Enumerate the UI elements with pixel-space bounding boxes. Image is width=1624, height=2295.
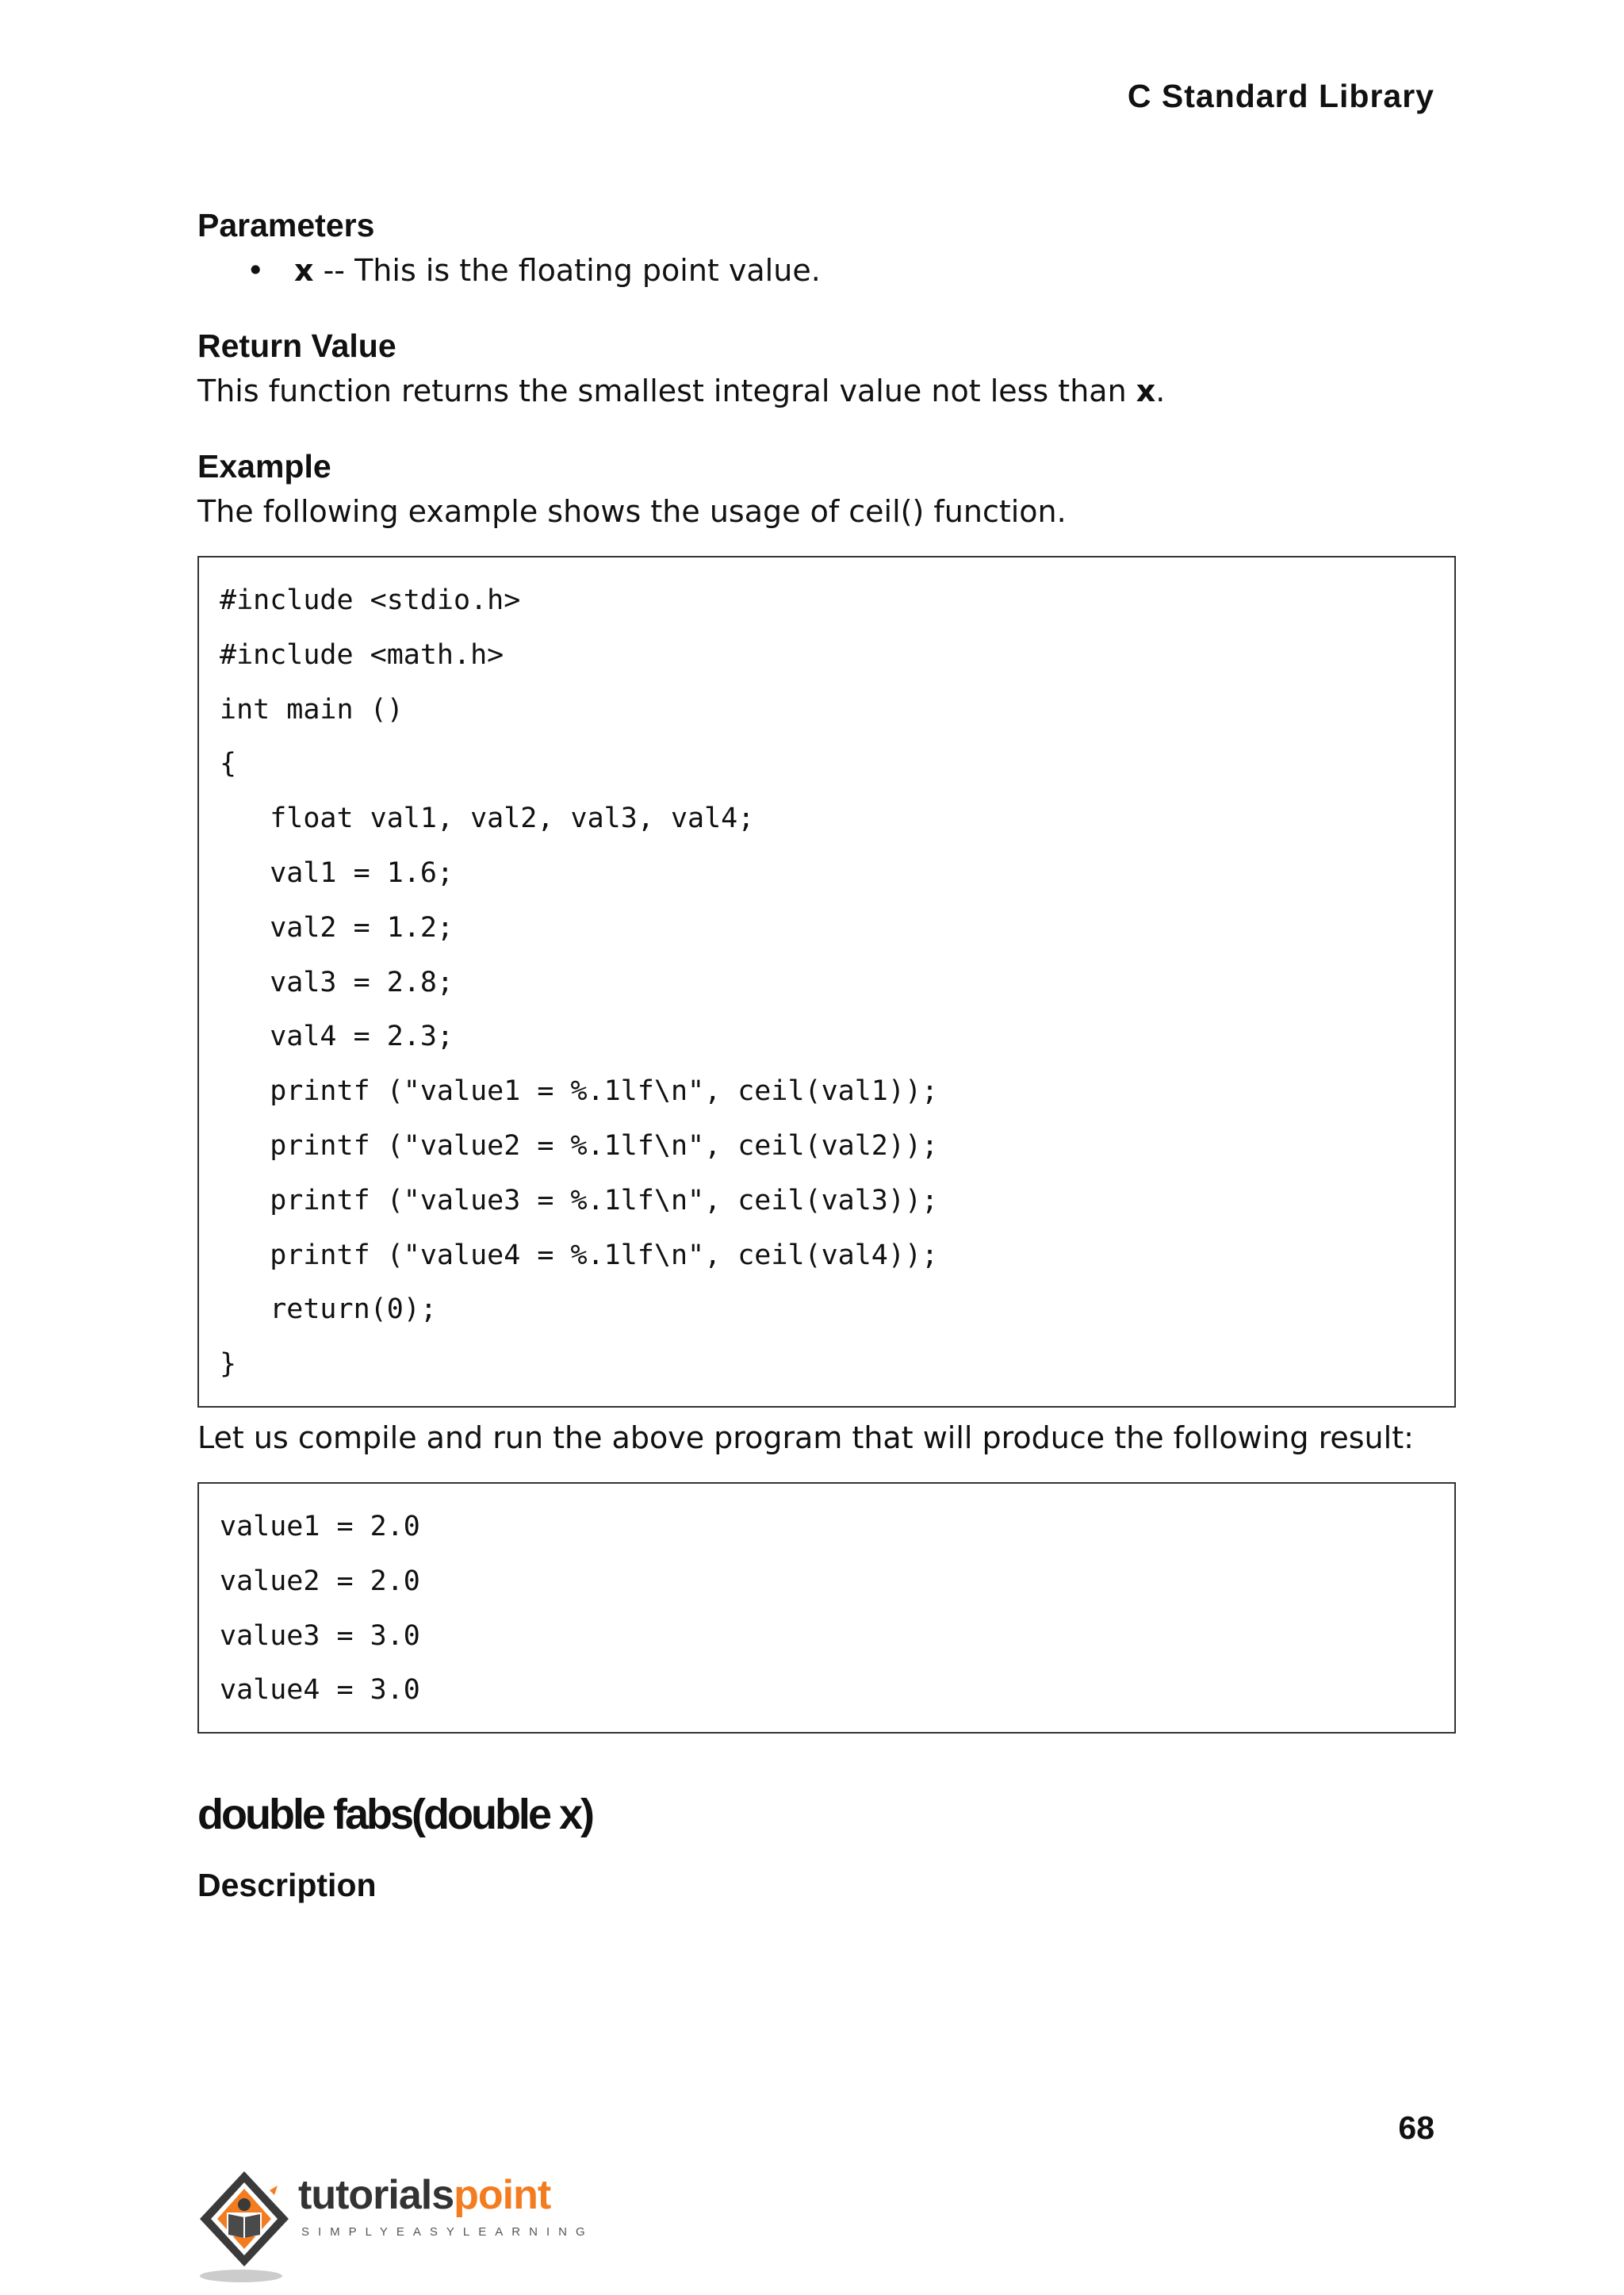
logo-tagline: SIMPLYEASYLEARNING [301,2225,594,2239]
parameters-list [197,248,1456,293]
return-value-text-end: . [1155,374,1166,408]
code-line: int main () [220,693,404,726]
code-line: #include <stdio.h> [220,584,521,616]
code-line: val1 = 1.6; [220,856,454,889]
function-title: double fabs(double x) [197,1791,592,1839]
code-line: printf ("value1 = %.1lf\n", ceil(val1)); [220,1075,939,1108]
output-line: value2 = 2.0 [220,1565,420,1597]
code-line: printf ("value4 = %.1lf\n", ceil(val4)); [220,1239,939,1271]
parameters-heading: Parameters [197,207,375,243]
return-value-bold: x [1136,374,1156,408]
code-line: val2 = 1.2; [220,911,454,944]
code-line: float val1, val2, val3, val4; [220,803,755,835]
code-line: return(0); [220,1293,437,1326]
return-value-text-part: This function returns the smallest integral value not less than [197,374,1136,408]
logo-diamond-icon [195,2167,298,2285]
code-line: } [220,1348,237,1381]
parameter-description: -- This is the floating point value. [313,253,821,288]
code-line: val3 = 2.8; [220,966,454,998]
example-code-block [197,556,1456,1408]
code-line: printf ("value2 = %.1lf\n", ceil(val2)); [220,1129,939,1162]
page-number: 68 [1398,2109,1434,2146]
example-heading: Example [197,448,331,485]
bullet-icon: • [247,253,265,288]
description-heading: Description [197,1867,377,1904]
parameter-item [247,248,1456,293]
code-line: printf ("value3 = %.1lf\n", ceil(val3)); [220,1184,939,1216]
output-line: value1 = 2.0 [220,1510,420,1542]
parameter-name: x [294,253,314,288]
result-intro: Let us compile and run the above program that will produce the following result: [197,1420,1414,1455]
output-line: value3 = 3.0 [220,1619,420,1652]
return-value-heading: Return Value [197,328,396,364]
example-intro: The following example shows the usage of ceil() function. [197,494,1067,529]
return-value-text [197,369,1456,413]
page-header-title: C Standard Library [1127,78,1434,114]
code-line: val4 = 2.3; [220,1021,454,1053]
output-line: value4 = 3.0 [220,1674,420,1707]
page-content [197,202,1456,1908]
code-line: #include <math.h> [220,638,504,671]
logo-word-point: point [454,2172,551,2218]
logo-word-tutorials: tutorials [298,2172,454,2218]
tutorialspoint-logo [195,2167,594,2285]
code-line: { [220,748,237,780]
result-output-block [197,1482,1456,1734]
logo-wordmark [298,2171,550,2219]
